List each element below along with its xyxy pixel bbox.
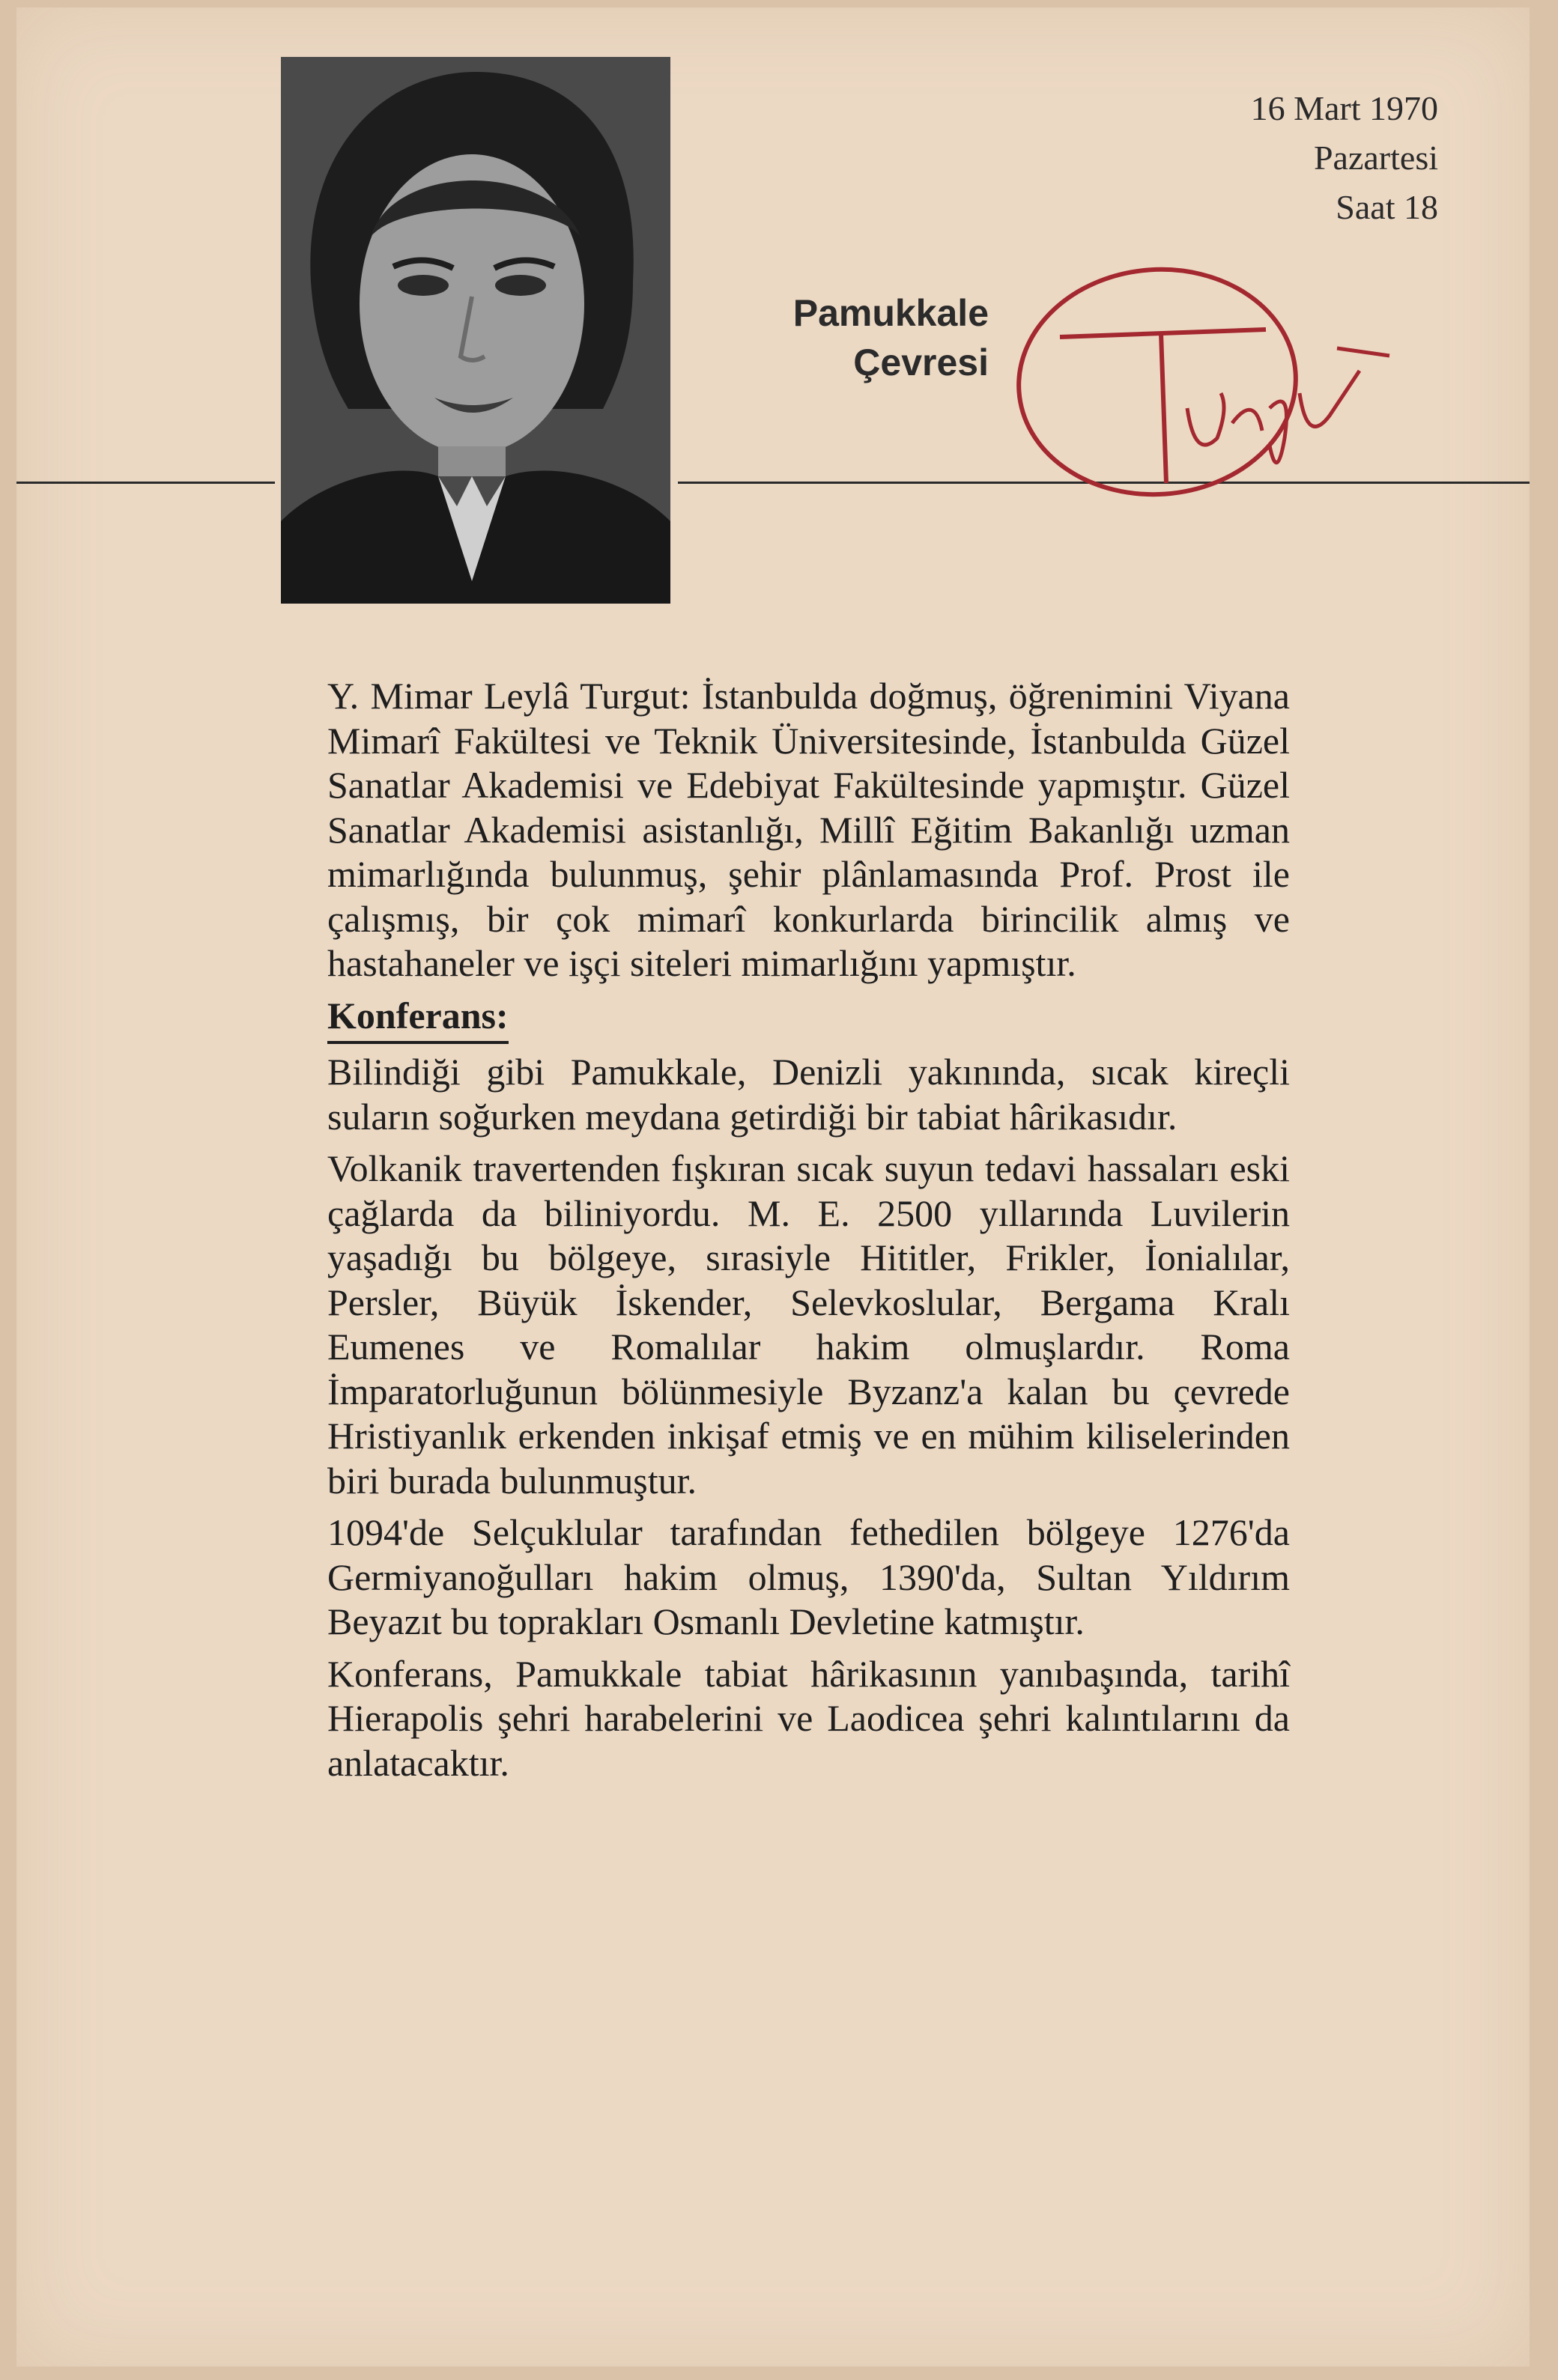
paragraph-3: 1094'de Selçuklular tarafından fethedilen bölgeye 1276'da Germiyanoğulları hakim olmuş, 1390'da, Sultan Yıldırım Beyazıt bu toprakları Osmanlı Devletine katmıştır.	[327, 1511, 1290, 1642]
broadcast-day: Pazartesi	[1313, 139, 1438, 177]
section-title-line2: Çevresi	[853, 341, 989, 383]
broadcast-time: Saat 18	[1336, 188, 1438, 226]
paragraph-2: Volkanik travertenden fışkıran sıcak suyun tedavi hassaları eski çağlarda da biliniyordu. M. E. 2500 yıllarında Luvilerin yaşadığı bu bölgeye, sırasiyle Hititler, Frikler, İonialılar, Persler, Büyük İskender, Selevkoslular, Bergama Kralı Eumenes ve Romalılar hakim olmuşlardır. Roma İmparatorluğunun bölünmesiyle Byzanz'a kalan bu çevrede Hristiyanlık erkenden inkişaf etmiş ve en mühim kiliselerinden biri burada bulunmuştur.	[327, 1147, 1290, 1502]
paragraph-1: Bilindiği gibi Pamukkale, Denizli yakınında, sıcak kireçli suların soğurken meydana getirdiği bir tabiat hârikasıdır.	[327, 1051, 1290, 1138]
paragraph-4: Konferans, Pamukkale tabiat hârikasının yanıbaşında, tarihî Hierapolis şehri harabelerini ve Laodicea şehri kalıntılarını da anlatacaktır.	[327, 1652, 1290, 1784]
broadcast-date: 16 Mart 1970	[1250, 89, 1438, 127]
header-rule-left	[16, 482, 275, 484]
conference-heading: Konferans:	[327, 994, 509, 1045]
section-title-line1: Pamukkale	[792, 292, 989, 334]
section-title	[749, 288, 989, 387]
portrait-illustration	[281, 57, 670, 604]
portrait-photo	[281, 57, 670, 604]
intro-paragraph: Y. Mimar Leylâ Turgut: İstanbulda doğmuş, öğrenimini Viyana Mimarî Fakültesi ve Teknik Üniversitesinde, İstanbulda Güzel Sanatlar Akademisi ve Edebiyat Fakültesinde yapmıştır. Güzel Sanatlar Akademisi asistanlığı, Millî Eğitim Bakanlığı uzman mimarlığında bulunmuş, şehir plânlamasında Prof. Prost ile çalışmış, bir çok mimarî konkurlarda birincilik almış ve hastahaneler ve işçi siteleri mimarlığını yapmıştır.	[327, 675, 1290, 984]
broadcast-info	[1124, 84, 1438, 232]
handwritten-signature	[970, 258, 1434, 506]
article-body	[327, 674, 1290, 1793]
